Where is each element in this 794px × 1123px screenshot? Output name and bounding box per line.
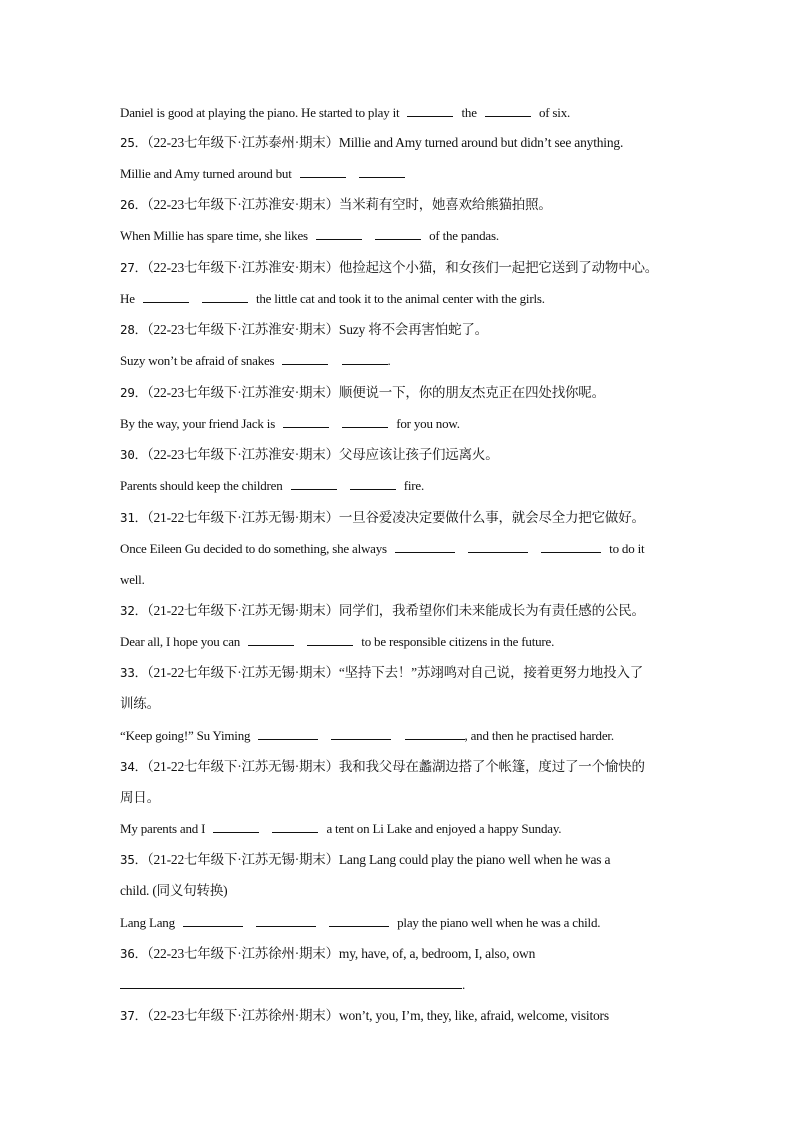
question-text: child. (同义句转换) [120,883,228,898]
answer-line-32 [120,632,554,652]
question-text: 一旦谷爱凌决定要做什么事，就会尽全力把它做好。 [338,510,645,525]
answer-text: the little cat and took it to the animal center with the girls. [255,291,545,306]
question-text: Lang Lang could play the piano well when he was a [338,852,611,867]
answer-blank[interactable] [359,165,405,178]
answer-blank[interactable] [331,727,391,740]
question-number: 36． [120,946,147,961]
question-source: （22-23七年级下·江苏淮安·期末） [146,385,339,400]
question-number: 25． [120,135,147,150]
question-26 [120,195,552,215]
answer-text: Suzy won’t be afraid of snakes [120,353,275,368]
answer-line-28 [120,351,391,371]
question-text: Suzy 将不会再害怕蛇了。 [338,322,488,337]
answer-text: “Keep going!” Su Yiming [120,728,251,743]
question-text: “坚持下去！”苏翊鸣对自己说，接着更努力地投入了 [338,665,644,680]
question-27 [120,258,658,278]
question-source: （21-22七年级下·江苏无锡·期末） [146,852,339,867]
answer-line-34 [120,819,561,839]
question-text: won’t, you, I’m, they, like, afraid, welcome, visitors [338,1008,609,1023]
question-source: （22-23七年级下·江苏淮安·期末） [146,260,339,275]
answer-text: Parents should keep the children [120,478,283,493]
answer-blank[interactable] [485,104,531,117]
answer-blank[interactable] [342,352,388,365]
answer-line-31-cont [120,570,145,590]
answer-text: My parents and I [120,821,206,836]
question-number: 29． [120,385,147,400]
question-35-cont [120,881,227,901]
question-35 [120,850,610,870]
answer-text: to do it [609,541,645,556]
answer-text: play the piano well when he was a child. [397,915,601,930]
question-32 [120,601,645,621]
answer-line-31 [120,539,644,559]
answer-blank[interactable] [291,477,337,490]
question-29 [120,383,605,403]
question-number: 34． [120,759,147,774]
answer-line-35 [120,913,600,933]
question-number: 33． [120,665,147,680]
question-34 [120,757,645,777]
answer-blank[interactable] [183,914,243,927]
question-number: 30． [120,447,147,462]
question-source: （22-23七年级下·江苏淮安·期末） [146,197,339,212]
answer-text: of the pandas. [429,228,499,243]
answer-blank[interactable] [316,227,362,240]
answer-text: By the way, your friend Jack is [120,416,276,431]
answer-blank[interactable] [375,227,421,240]
answer-text: Lang Lang [120,915,175,930]
answer-blank[interactable] [307,633,353,646]
question-source: （22-23七年级下·江苏徐州·期末） [146,1008,339,1023]
answer-text: the [461,105,477,120]
answer-text: to be responsible citizens in the future. [361,634,555,649]
question-source: （22-23七年级下·江苏泰州·期末） [146,135,339,150]
answer-text: Once Eileen Gu decided to do something, she always [120,541,387,556]
answer-blank[interactable] [258,727,318,740]
answer-blank[interactable] [342,415,388,428]
question-text: 我和我父母在蠡湖边搭了个帐篷，度过了一个愉快的 [338,759,645,774]
question-37 [120,1006,609,1026]
answer-blank[interactable] [143,290,189,303]
question-source: （21-22七年级下·江苏无锡·期末） [146,603,339,618]
answer-text: a tent on Li Lake and enjoyed a happy Sunday. [326,821,562,836]
answer-blank[interactable] [272,820,318,833]
question-source: （21-22七年级下·江苏无锡·期末） [146,665,339,680]
answer-text: He [120,291,135,306]
answer-blank[interactable] [395,540,455,553]
question-text: 训练。 [120,696,160,711]
question-33 [120,663,643,683]
answer-text: Daniel is good at playing the piano. He started to play it [120,105,400,120]
answer-line-30 [120,476,424,496]
question-text: 顺便说一下，你的朋友杰克正在四处找你呢。 [338,385,605,400]
question-number: 32． [120,603,147,618]
answer-line-26 [120,226,499,246]
answer-text: well. [120,572,145,587]
question-text: 他捡起这个小猫，和女孩们一起把它送到了动物中心。 [338,260,659,275]
question-number: 37． [120,1008,147,1023]
question-source: （21-22七年级下·江苏无锡·期末） [146,759,339,774]
answer-blank[interactable] [202,290,248,303]
question-source: （22-23七年级下·江苏徐州·期末） [146,946,339,961]
answer-blank[interactable] [405,727,465,740]
answer-blank[interactable] [468,540,528,553]
question-31 [120,508,645,528]
question-34-cont [120,788,160,808]
answer-blank[interactable] [248,633,294,646]
answer-blank[interactable] [213,820,259,833]
answer-line-29 [120,414,460,434]
question-text: Millie and Amy turned around but didn’t see anything. [338,135,624,150]
answer-blank[interactable] [407,104,453,117]
answer-blank[interactable] [283,415,329,428]
answer-line-24 [120,103,570,123]
answer-blank[interactable] [350,477,396,490]
question-text: 同学们，我希望你们未来能成长为有责任感的公民。 [338,603,645,618]
answer-text: fire. [403,478,425,493]
question-30 [120,445,499,465]
question-number: 28． [120,322,147,337]
question-text: my, have, of, a, bedroom, I, also, own [338,946,536,961]
answer-text: , and then he practised harder. [464,728,614,743]
question-28 [120,320,488,340]
answer-text: When Millie has spare time, she likes [120,228,308,243]
answer-line-33 [120,726,614,746]
question-text: 周日。 [120,790,160,805]
answer-line-25 [120,164,410,184]
question-text: 父母应该让孩子们远离火。 [338,447,499,462]
answer-blank-long[interactable] [120,976,462,989]
answer-blank[interactable] [329,914,389,927]
answer-text: Millie and Amy turned around but [120,166,292,181]
answer-line-27 [120,289,545,309]
question-text: 当米莉有空时，她喜欢给熊猫拍照。 [338,197,552,212]
answer-text: of six. [538,105,571,120]
question-source: （22-23七年级下·江苏淮安·期末） [146,447,339,462]
answer-text: Dear all, I hope you can [120,634,241,649]
question-33-cont [120,694,160,714]
answer-line-36 [120,975,465,995]
answer-text: for you now. [396,416,460,431]
answer-blank[interactable] [282,352,328,365]
answer-text: . [387,353,391,368]
question-number: 27． [120,260,147,275]
question-source: （22-23七年级下·江苏淮安·期末） [146,322,339,337]
answer-blank[interactable] [256,914,316,927]
question-number: 26． [120,197,147,212]
answer-blank[interactable] [541,540,601,553]
question-number: 35． [120,852,147,867]
answer-text: . [462,977,466,992]
question-36 [120,944,535,964]
question-25 [120,133,623,153]
answer-blank[interactable] [300,165,346,178]
question-source: （21-22七年级下·江苏无锡·期末） [146,510,339,525]
question-number: 31． [120,510,147,525]
